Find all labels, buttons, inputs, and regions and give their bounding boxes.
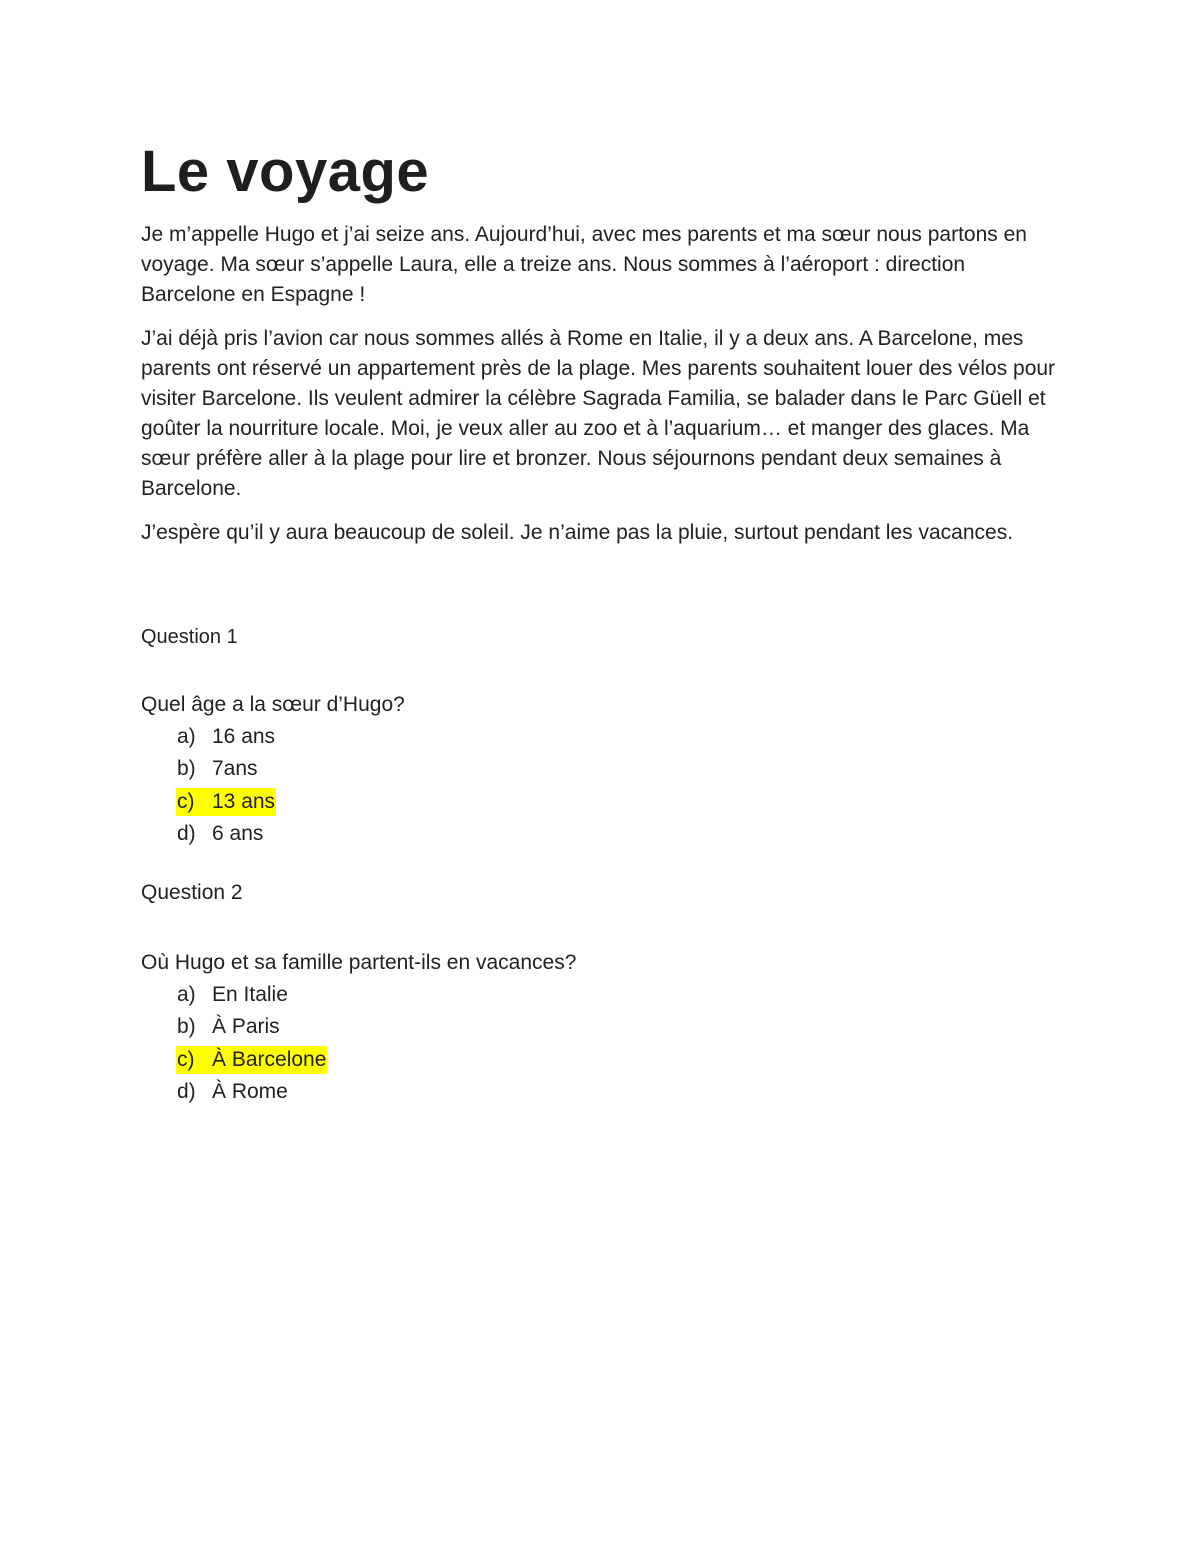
question-1-option-b	[176, 753, 1061, 786]
story-paragraph-1: Je m’appelle Hugo et j’ai seize ans. Aujourd’hui, avec mes parents et ma sœur nous partons en voyage. Ma sœur s’appelle Laura, elle a treize ans. Nous sommes à l’aéroport : direction Barcelone en Espagne !	[141, 222, 1027, 306]
option-text: 16 ans	[212, 724, 276, 748]
question-1-option-d	[176, 818, 1061, 851]
option-text: À Barcelone	[212, 1047, 327, 1071]
document-page	[141, 140, 1061, 1109]
question-1-block	[141, 626, 1061, 851]
option-letter: c)	[177, 1047, 195, 1071]
option-letter: d)	[177, 822, 196, 846]
option-text: En Italie	[212, 982, 288, 1006]
question-1-options	[141, 721, 1061, 851]
option-letter: b)	[177, 1015, 196, 1039]
question-2-option-b	[176, 1011, 1061, 1044]
document-title: Le voyage	[141, 139, 430, 204]
question-1-option-a	[176, 721, 1061, 754]
story-paragraph-2: J’ai déjà pris l’avion car nous sommes allés à Rome en Italie, il y a deux ans. A Barcelone, mes parents ont réservé un appartement près de la plage. Mes parents souhaitent louer des vélos pour visiter Barcelone. Ils veulent admirer la célèbre Sagrada Familia, se balader dans le Parc Güell et goûter la nourriture locale. Moi, je veux aller au zoo et à l’aquarium… et manger des glaces. Ma sœur préfère aller à la plage pour lire et bronzer. Nous séjournons pendant deux semaines à Barcelone.	[141, 326, 1056, 500]
option-letter: b)	[177, 757, 196, 781]
option-text: À Rome	[212, 1080, 288, 1104]
option-letter: c)	[177, 789, 195, 813]
question-2-options	[141, 979, 1061, 1109]
option-text: 13 ans	[212, 789, 276, 813]
option-letter: a)	[177, 982, 196, 1006]
option-letter: a)	[177, 724, 196, 748]
question-1-label: Question 1	[141, 625, 238, 648]
question-1-text: Quel âge a la sœur d’Hugo?	[141, 692, 405, 716]
question-2-text: Où Hugo et sa famille partent-ils en vacances?	[141, 950, 577, 974]
section-spacer	[141, 562, 1061, 626]
question-2-option-d	[176, 1076, 1061, 1109]
question-2-block	[141, 881, 1061, 1109]
option-text: 7ans	[212, 757, 258, 781]
question-2-option-a	[176, 979, 1061, 1012]
question-2-option-c-highlighted	[176, 1044, 1061, 1077]
option-letter: d)	[177, 1080, 196, 1104]
question-1-option-c-highlighted	[176, 786, 1061, 819]
option-text: 6 ans	[212, 822, 264, 846]
story-paragraph-3: J’espère qu’il y aura beaucoup de soleil. Je n’aime pas la pluie, surtout pendant les vacances.	[141, 520, 1014, 544]
question-2-label: Question 2	[141, 880, 243, 904]
option-text: À Paris	[212, 1015, 280, 1039]
